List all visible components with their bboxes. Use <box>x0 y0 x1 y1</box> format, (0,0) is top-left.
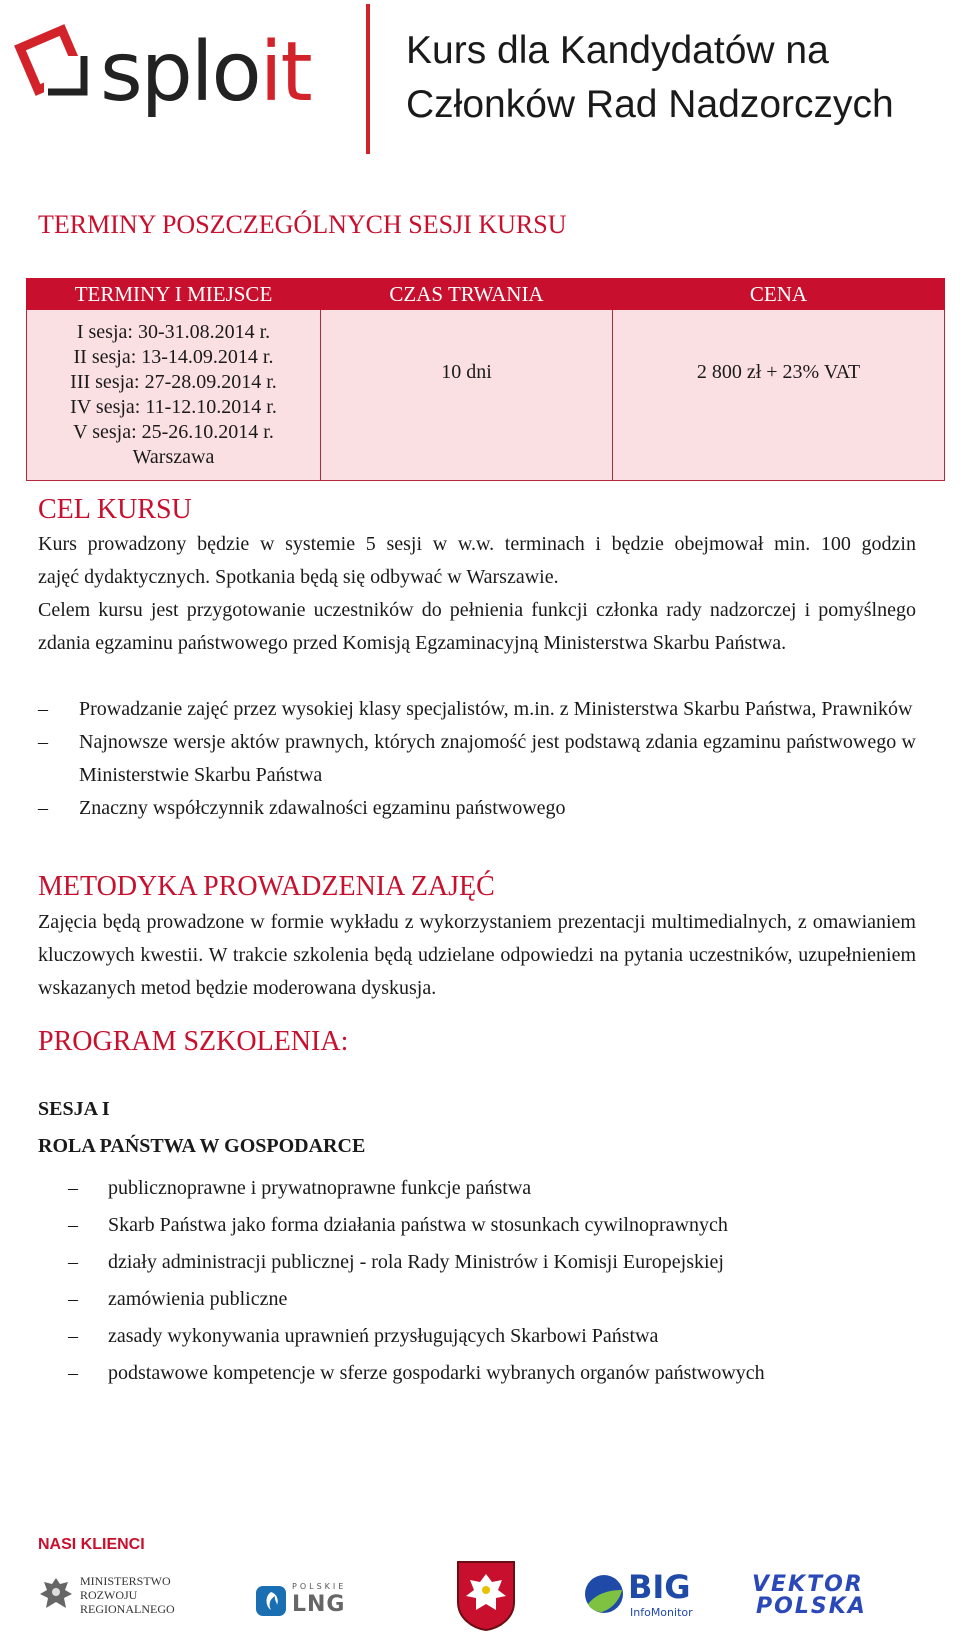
header-divider <box>366 4 370 154</box>
list-item: – zamówienia publiczne <box>68 1288 288 1310</box>
program-heading: PROGRAM SZKOLENIA: <box>38 1026 349 1057</box>
list-item: – Najnowsze wersje aktów prawnych, których znajomość jest podstawą zdania egzaminu państwowego w Ministerstwie Skarbu Państwa <box>38 731 916 786</box>
list-item: – podstawowe kompetencje w sferze gospodarki wybranych organów państwowych <box>68 1362 765 1384</box>
method-heading: METODYKA PROWADZENIA ZAJĘĆ <box>38 871 495 902</box>
client-lng-logo: POLSKIE LNG <box>256 1582 376 1622</box>
cell-dates: I sesja: 30-31.08.2014 r. II sesja: 13-14.09.2014 r. III sesja: 27-28.09.2014 r. IV sesja: 11-12.10.2014 r. V sesja: 25-26.10.2014 r. Warszawa <box>27 310 321 481</box>
list-item: – działy administracji publicznej - rola Rady Ministrów i Komisji Europejskiej <box>68 1251 724 1273</box>
sessions-table <box>26 278 945 481</box>
col-header-price: CENA <box>613 279 945 310</box>
course-title: Kurs dla Kandydatów na Członków Rad Nadzorczych <box>406 29 894 126</box>
session-title: ROLA PAŃSTWA W GOSPODARCE <box>38 1135 366 1157</box>
list-item: – Znaczny współczynnik zdawalności egzaminu państwowego <box>38 797 566 819</box>
goal-text-line2: zajęć dydaktycznych. Spotkania będą się odbywać w Warszawie. <box>38 566 559 588</box>
client-ministry-logo: MINISTERSTWO ROZWOJU REGIONALNEGO <box>38 1572 188 1622</box>
col-header-duration: CZAS TRWANIA <box>321 279 613 310</box>
goal-bullets <box>38 693 916 825</box>
clients-heading: NASI KLIENCI <box>38 1536 145 1553</box>
list-item: – publicznoprawne i prywatnoprawne funkcje państwa <box>68 1177 532 1199</box>
client-big-infomonitor-logo: BIG InfoMonitor <box>584 1570 714 1624</box>
goal-text-line1: Kurs prowadzony będzie w systemie 5 sesji w w.w. terminach i będzie obejmował min. 100 godzin <box>38 533 916 555</box>
sploit-logo-text: sploit <box>100 25 311 120</box>
list-item: – Skarb Państwa jako forma działania państwa w stosunkach cywilnoprawnych <box>68 1214 728 1236</box>
cell-price: 2 800 zł + 23% VAT <box>613 310 945 481</box>
eagle-emblem-icon <box>38 1574 74 1618</box>
lng-flame-icon <box>256 1586 286 1616</box>
list-item: – Prowadzanie zajęć przez wysokiej klasy specjalistów, m.in. z Ministerstwa Skarbu Państwa, Prawników <box>38 698 913 720</box>
method-text: Zajęcia będą prowadzone w formie wykładu z wykorzystaniem prezentacji multimedialnych, z omawianiem kluczowych kwestii. W trakcie szkolenia będą udzielane odpowiedzi na pytania uczestników, uzupełnieniem wskazanych metod będzie moderowana dyskusja. <box>38 911 916 999</box>
sploit-logo-mark <box>8 20 98 110</box>
regional-coat-of-arms-logo <box>456 1560 516 1632</box>
big-circle-icon <box>584 1574 624 1614</box>
sessions-heading: TERMINY POSZCZEGÓLNYCH SESJI KURSU <box>38 210 567 239</box>
goal-purpose-text: Celem kursu jest przygotowanie uczestników do pełnienia funkcji członka rady nadzorczej i pomyślnego zdania egzaminu państwowego przed Komisją Egzaminacyjną Ministerstwa Skarbu Państwa. <box>38 599 916 654</box>
cell-duration: 10 dni <box>321 310 613 481</box>
goal-heading: CEL KURSU <box>38 494 192 525</box>
client-vektor-polska-logo: VEKTOR POLSKA <box>752 1572 867 1619</box>
session-label: SESJA I <box>38 1098 110 1120</box>
list-item: – zasady wykonywania uprawnień przysługujących Skarbowi Państwa <box>68 1325 659 1347</box>
program-items <box>68 1172 916 1394</box>
col-header-dates: TERMINY I MIEJSCE <box>27 279 321 310</box>
